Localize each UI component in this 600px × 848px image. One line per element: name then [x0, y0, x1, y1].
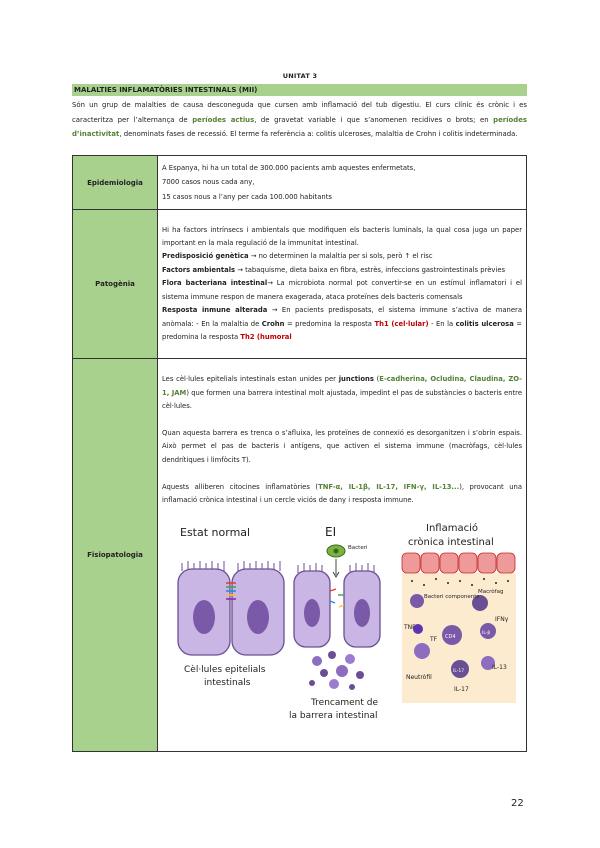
pat-amb-bold: Factors ambientals: [162, 265, 236, 274]
fis-text: Aquests alliberen citocines inflamatòries (: [162, 482, 319, 491]
pat-amb-text: → tabaquisme, dieta baixa en fibra, estrès, infeccions gastrointestinals prèvies: [235, 265, 506, 274]
label-epidemiologia: Epidemiologia: [73, 156, 158, 210]
panel2-title: EI: [325, 524, 337, 539]
normal-epithelium: [178, 561, 284, 655]
pat-intro: Hi ha factors intrínsecs i ambientals que modifiquen els bacteris luminals, la qual cosa juga un paper important en la mala regulació de la immunitat intestinal.: [162, 225, 522, 248]
pat-flora-text: → La microbiota normal pot convertir-se en un estímul inflamatori i el sistema immune respon de manera exagerada, ataca proteïnes dels bacteris comensals: [162, 279, 522, 301]
fis-paragraph-3: [162, 481, 522, 508]
intro-highlight-inactive: períodes d’inactivitat: [72, 115, 527, 139]
fis-text: ), provocant una inflamació crònica intestinal i un cercle viciós de dany i resposta immune.: [162, 482, 523, 505]
pat-crohn: Crohn: [261, 319, 285, 328]
fis-proteins: E-cadherina, Ocludina, Claudina, ZO-1, JAM: [162, 375, 523, 397]
epi-line: A Espanya, hi ha un total de 300.000 pacients amb aquestes enfermetats,: [162, 163, 416, 172]
label-patogenia: Patogènia: [73, 210, 158, 359]
content-fisiopatologia: [158, 359, 527, 752]
pat-resp-bold: Resposta inmune alterada: [162, 306, 268, 315]
row-fisiopatologia: [73, 359, 527, 752]
panel1-title: Estat normal: [180, 525, 251, 539]
fis-paragraph-1: [162, 373, 522, 414]
unit-header: UNITAT 3: [282, 72, 318, 80]
immune-cells-icon: [309, 651, 364, 690]
illustration-barrier: [162, 519, 526, 741]
panel2-caption-2: la barrera intestinal: [289, 710, 378, 721]
pat-pred-text: → no determinen la malaltia per si sols, però ↑ el risc: [248, 252, 433, 261]
pat-th2: Th2 (humoral: [240, 332, 292, 341]
pat-resposta: [162, 304, 522, 344]
fis-text: (: [373, 375, 380, 383]
fis-text: ) que formen una barrera intestinal molt ajustada, impedint el pas de substàncies o bacteris entre cèl·lules.: [162, 388, 522, 411]
pat-pred-bold: Predisposició genètica: [162, 252, 249, 261]
panel3-bacteria-label: Bacteri components: [424, 593, 480, 600]
label-il-13: IL-13: [492, 663, 507, 671]
pat-flora-bold: Flora bacteriana intestinal: [162, 279, 268, 288]
intro-text-1: Són un grup de malalties de causa desconeguda que cursen amb inflamació del tub digestiu. El curs clínic és crònic i es caracteritza per l’alternança de: [72, 101, 527, 124]
label-ifny: IFNγ: [495, 615, 509, 623]
intro-highlight-active: períodes actius: [192, 115, 255, 124]
label-tnf: TNF: [404, 623, 416, 631]
pat-flora: [162, 277, 522, 304]
row-epidemiologia: [73, 156, 527, 210]
label-tf: TF: [430, 635, 438, 643]
intro-text-3: , denominats fases de recessió. El terme fa referència a: colitis ulceroses, malaltia de Crohn i colitis indeterminada.: [119, 130, 518, 139]
section-title: MALALTIES INFLAMATÒRIES INTESTINALS (MII): [72, 84, 527, 96]
panel2-bacteria-label: Bacteri: [348, 544, 368, 551]
label-neutrofil: Neutròfil: [406, 673, 432, 681]
pat-predisposicio: [162, 250, 522, 263]
fis-cytokines: TNF-α, IL-1β, IL-17, IFN-γ, IL-13...: [318, 482, 460, 491]
fis-paragraph-2: Quan aquesta barrera es trenca o s’afluixa, les proteïnes de connexió es desorganitzen i s’obrin espais. Això permet el pas de bacteris i antígens, que activen el sistema immune (macròfags, cèl·lules dendrítiques i limfòcits T).: [162, 428, 522, 464]
panel2-caption-1: Trencament de: [311, 697, 379, 708]
label-il-b: IL-β: [482, 630, 491, 636]
panel3-macrophage-label: Macròfag: [478, 588, 504, 595]
panel3-title-1: Inflamació: [426, 522, 478, 534]
pat-th1: Th1 (cel·lular): [374, 319, 429, 328]
content-epidemiologia: [158, 156, 527, 210]
fis-text: Les cèl·lules epitelials intestinals estan unides per: [162, 375, 339, 383]
pat-ambientals: [162, 264, 522, 277]
label-il-17: IL-17: [454, 685, 469, 693]
row-patogenia: [73, 210, 527, 359]
pat-colitis: colitis ulcerosa: [455, 319, 514, 328]
bacteria-icon: [327, 545, 345, 557]
panel1-caption-1: Cèl·lules epitelials: [184, 664, 266, 675]
intro-paragraph: [72, 98, 527, 142]
panel1-caption-2: intestinals: [204, 677, 251, 688]
epi-line: 7000 casos nous cada any,: [162, 178, 255, 187]
intro-text-2: , de gravetat variable i que s’anomenen recidives o brots; en: [254, 115, 494, 124]
info-table: [72, 155, 527, 752]
epi-line: 15 casos nous a l’any per cada 100.000 habitants: [162, 192, 332, 201]
label-fisiopatologia: Fisiopatologia: [73, 359, 158, 752]
label-cd4: CD4: [445, 633, 456, 640]
page-number: 22: [511, 798, 524, 809]
content-patogenia: [158, 210, 527, 359]
pat-resp-text: - En la: [428, 319, 456, 328]
fis-junctions: junctions: [338, 375, 374, 383]
pat-resp-text: → En pacients predisposats, el sistema immune s’activa de manera anòmala: - En la malaltia de: [162, 306, 523, 328]
pat-resp-text: = predomina la resposta: [284, 319, 375, 328]
panel3-title-2: crònica intestinal: [408, 536, 494, 548]
label-il-17-cell: IL-17: [453, 668, 465, 674]
pat-resp-text: = predomina la resposta: [162, 319, 522, 341]
